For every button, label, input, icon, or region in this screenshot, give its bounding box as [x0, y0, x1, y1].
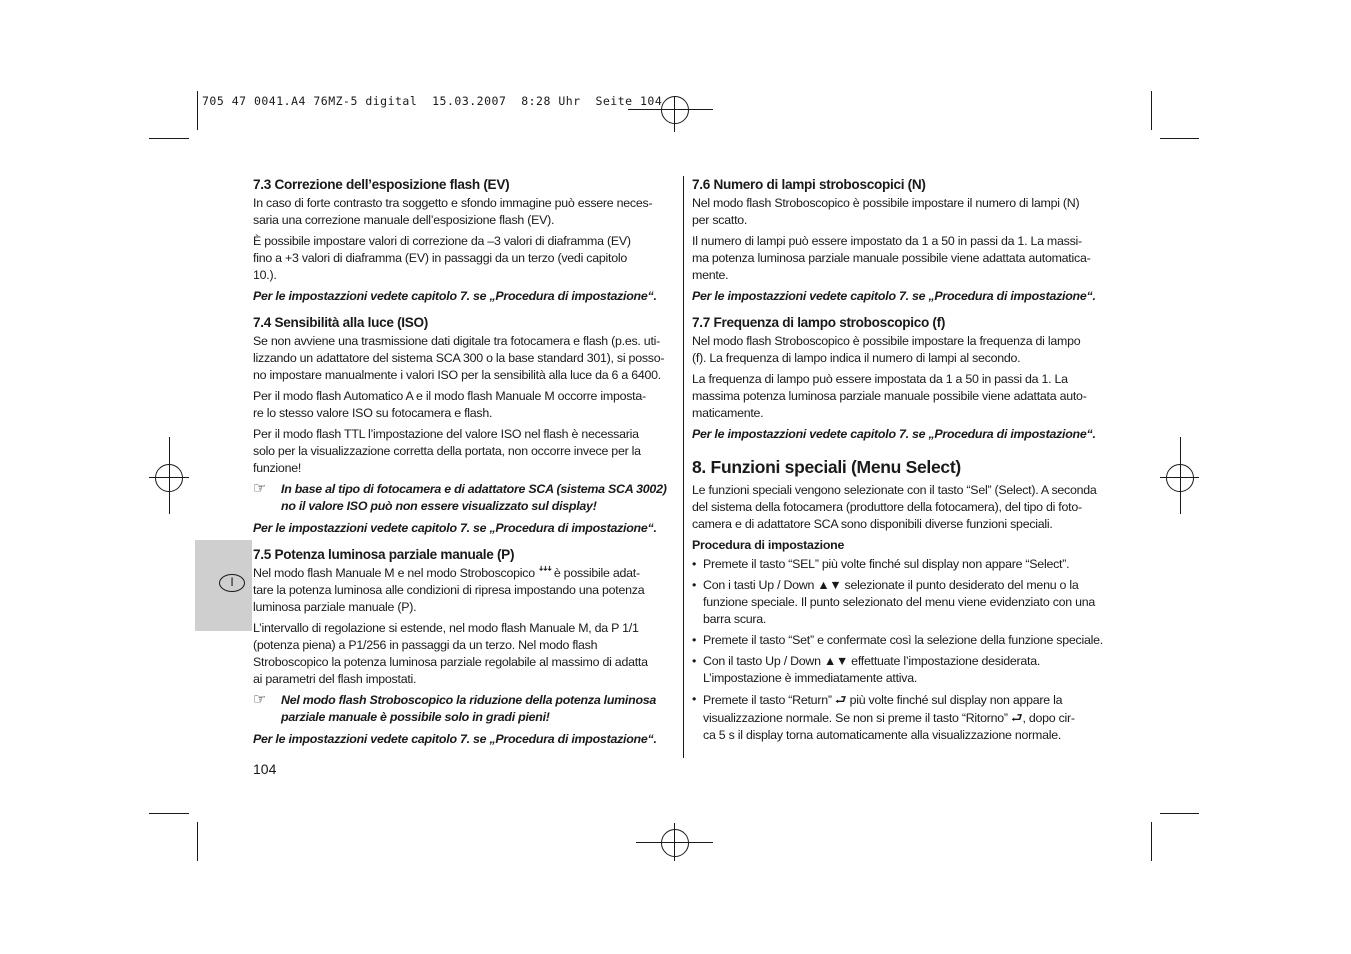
procedure-title: Procedura di impostazione: [692, 538, 845, 552]
text-line: 10.).: [253, 268, 277, 282]
text-line: fino a +3 valori di diaframma (EV) in passaggi da un terzo (vedi capitolo: [253, 251, 627, 265]
right-column: [692, 176, 1122, 748]
text-line: Premete il tasto “SEL” più volte finché sul display non appare “Select”.: [703, 557, 1070, 571]
paragraph: [692, 482, 1122, 533]
text-line: L’intervallo di regolazione si estende, nel modo flash Manuale M, da P 1/1: [253, 621, 639, 635]
pointing-hand-icon: ☞: [253, 480, 267, 497]
list-item: [692, 653, 1122, 687]
text-line: ai parametri del flash impostati.: [253, 672, 417, 686]
paragraph: [253, 620, 679, 688]
procedure-reference: Per le impostazzioni vedete capitolo 7. se „Procedura di impostazione“.: [253, 289, 657, 303]
column-divider: [683, 176, 684, 758]
text-line: visualizzazione normale. Se non si preme il tasto “Ritorno”: [703, 711, 1008, 725]
text-line: (potenza piena) a P1/256 in passaggi da un terzo. Nel modo flash: [253, 638, 598, 652]
text-line: solo per la visualizzazione corretta della portata, non occorre invece per la: [253, 444, 641, 458]
procedure-reference: Per le impostazzioni vedete capitolo 7. se „Procedura di impostazione“.: [253, 732, 657, 746]
section-7-3: [253, 176, 679, 305]
text-line: Per il modo flash TTL l’impostazione del valore ISO nel flash è necessaria: [253, 427, 639, 441]
bullet-icon: •: [692, 578, 697, 592]
section-8: [692, 455, 1122, 744]
procedure-reference: Per le impostazzioni vedete capitolo 7. se „Procedura di impostazione“.: [253, 521, 657, 535]
paragraph: [692, 371, 1122, 422]
text-line: Premete il tasto “Set” e confermate così la selezione della funzione speciale.: [703, 633, 1103, 647]
list-item: [692, 691, 1122, 744]
text-line: Nel modo flash Stroboscopico è possibile impostare il numero di lampi (N): [692, 196, 1080, 210]
text-line: re lo stesso valore ISO su fotocamera e flash.: [253, 406, 493, 420]
text-line: lizzando un adattatore del sistema SCA 300 o la base standard 301), si posso-: [253, 351, 665, 365]
text-line: Il numero di lampi può essere impostato da 1 a 50 in passi da 1. La massi-: [692, 234, 1082, 248]
text-line: Per il modo flash Automatico A e il modo flash Manuale M occorre imposta-: [253, 389, 646, 403]
procedure-reference: Per le impostazzioni vedete capitolo 7. se „Procedura di impostazione“.: [692, 289, 1096, 303]
paragraph: [253, 565, 679, 616]
section-7-7: [692, 314, 1122, 443]
list-item: [692, 632, 1122, 649]
text-line: più volte finché sul display non appare la: [849, 693, 1063, 707]
text-line: parziale manuale è possibile solo in gradi pieni!: [281, 710, 550, 724]
section-7-4: [253, 314, 679, 537]
text-line: La frequenza di lampo può essere impostata da 1 a 50 in passi da 1. La: [692, 372, 1068, 386]
text-line: (f). La frequenza di lampo indica il numero di lampi al secondo.: [692, 351, 1021, 365]
language-tab-label: I: [219, 574, 245, 592]
text-line: L’impostazione è immediatamente attiva.: [703, 671, 918, 685]
text-line: , dopo cir-: [1022, 711, 1075, 725]
paragraph: [253, 388, 679, 422]
print-header: 705 47 0041.A4 76MZ-5 digital 15.03.2007 8:28 Uhr Seite 104: [202, 94, 663, 108]
stroboscope-icon: ꜜꜜꜜ: [538, 566, 551, 580]
text-line: Con il tasto Up / Down ▲▼ effettuate l’impostazione desiderata.: [703, 654, 1041, 668]
pointing-hand-icon: ☞: [253, 691, 267, 708]
text-line: Nel modo flash Stroboscopico la riduzione della potenza luminosa: [281, 693, 657, 707]
paragraph: [253, 333, 679, 384]
left-column: [253, 176, 679, 753]
note: [253, 481, 679, 515]
text-line: mente.: [692, 268, 729, 282]
paragraph: [253, 195, 679, 229]
section-title: 7.7 Frequenza di lampo stroboscopico (f): [692, 315, 946, 330]
return-key-icon: ⮐: [1011, 710, 1023, 725]
section-title: 7.3 Correzione dell’esposizione flash (EV): [253, 177, 510, 192]
section-7-5: [253, 546, 679, 748]
bullet-icon: •: [692, 633, 697, 647]
text-line: no il valore ISO può non essere visualizzato sul display!: [281, 499, 597, 513]
text-line: Nel modo flash Stroboscopico è possibile impostare la frequenza di lampo: [692, 334, 1081, 348]
text-line: saria una correzione manuale dell’esposizione flash (EV).: [253, 213, 555, 227]
text-line: barra scura.: [703, 612, 767, 626]
section-title: 7.4 Sensibilità alla luce (ISO): [253, 315, 429, 330]
section-title: 7.6 Numero di lampi stroboscopici (N): [692, 177, 926, 192]
paragraph: [253, 233, 679, 284]
text-line: no impostare manualmente i valori ISO per la sensibilità alla luce da 6 a 6400.: [253, 368, 661, 382]
chapter-title: 8. Funzioni speciali (Menu Select): [692, 457, 961, 477]
bullet-icon: •: [692, 692, 697, 706]
bullet-icon: •: [692, 557, 697, 571]
text-line: massima potenza luminosa parziale manuale possibile viene adattata auto-: [692, 389, 1087, 403]
text-line: maticamente.: [692, 406, 764, 420]
text-line: per scatto.: [692, 213, 748, 227]
paragraph: [253, 426, 679, 477]
text-line: Se non avviene una trasmissione dati digitale tra fotocamera e flash (p.es. uti-: [253, 334, 661, 348]
text-line: funzione!: [253, 461, 302, 475]
text-line: camera e di adattatore SCA sono disponibili diverse funzioni speciali.: [692, 517, 1053, 531]
section-7-6: [692, 176, 1122, 305]
text-line: Stroboscopico la potenza luminosa parziale regolabile al massimo di adatta: [253, 655, 648, 669]
paragraph: [692, 233, 1122, 284]
text-line: Premete il tasto “Return”: [703, 693, 832, 707]
text-line: In caso di forte contrasto tra soggetto e sfondo immagine può essere neces-: [253, 196, 653, 210]
text-line: Le funzioni speciali vengono selezionate con il tasto “Sel” (Select). A seconda: [692, 483, 1097, 497]
bullet-icon: •: [692, 654, 697, 668]
text-line: è possibile adat-: [553, 566, 640, 580]
text-line: In base al tipo di fotocamera e di adattatore SCA (sistema SCA 3002): [281, 482, 667, 496]
paragraph: [692, 195, 1122, 229]
header-underline: [628, 109, 713, 110]
text-line: tare la potenza luminosa alle condizioni di ripresa impostando una potenza: [253, 583, 645, 597]
list-item: [692, 556, 1122, 573]
text-line: ma potenza luminosa parziale manuale possibile viene adattata automatica-: [692, 251, 1091, 265]
text-line: del sistema della fotocamera (produttore della fotocamera), del tipo di foto-: [692, 500, 1082, 514]
text-line: ca 5 s il display torna automaticamente alla visualizzazione normale.: [703, 728, 1062, 742]
section-title: 7.5 Potenza luminosa parziale manuale (P): [253, 547, 515, 562]
text-line: Nel modo flash Manuale M e nel modo Stroboscopico: [253, 566, 535, 580]
procedure-reference: Per le impostazzioni vedete capitolo 7. se „Procedura di impostazione“.: [692, 427, 1096, 441]
return-key-icon: ⮐: [834, 692, 847, 707]
text-line: Con i tasti Up / Down ▲▼ selezionate il punto desiderato del menu o la: [703, 578, 1079, 592]
list-item: [692, 577, 1122, 628]
note: [253, 692, 679, 726]
text-line: funzione speciale. Il punto selezionato del menu viene evidenziato con una: [703, 595, 1096, 609]
text-line: È possibile impostare valori di correzione da –3 valori di diaframma (EV): [253, 234, 631, 248]
page-number: 104: [253, 761, 277, 777]
text-line: luminosa parziale manuale (P).: [253, 600, 417, 614]
paragraph: [692, 333, 1122, 367]
